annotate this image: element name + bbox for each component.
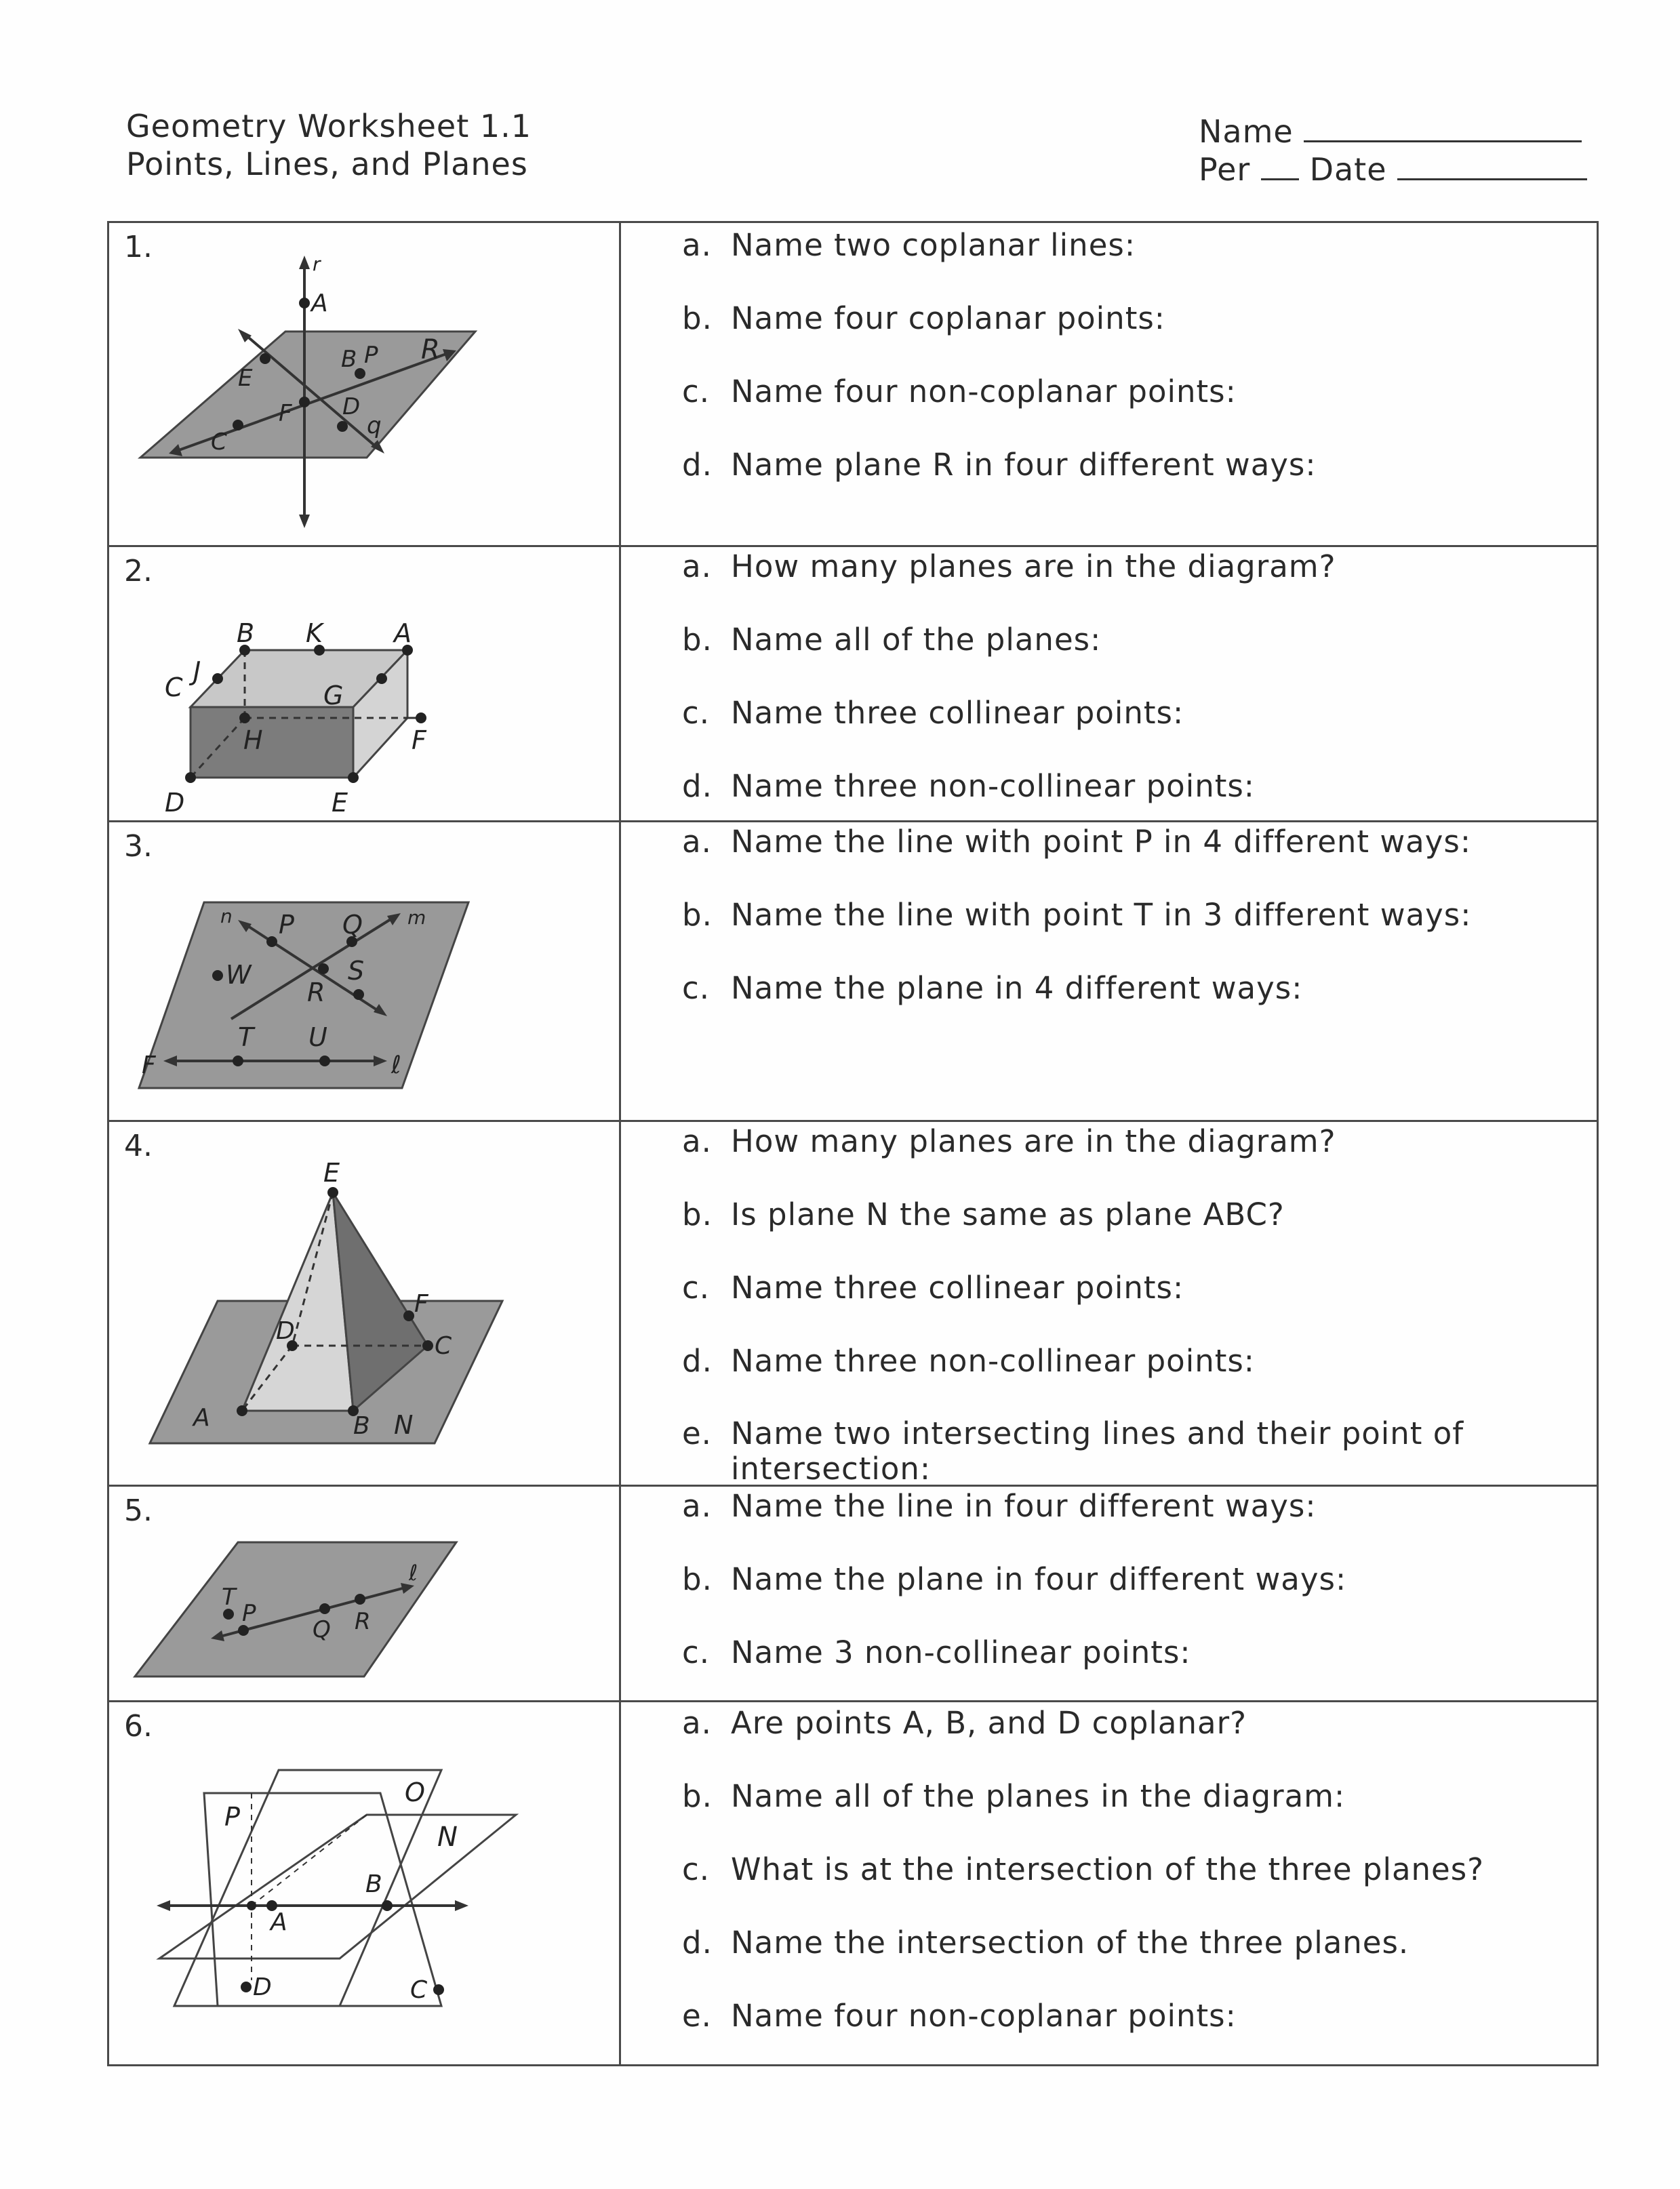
worksheet-table xyxy=(107,221,1599,2066)
figure-cell-4 xyxy=(109,1122,621,1485)
label-r: r xyxy=(313,253,321,275)
label-l: ℓ xyxy=(409,1560,418,1586)
figure-5-plane xyxy=(109,1487,619,1702)
label-U: U xyxy=(308,1022,327,1052)
label-E: E xyxy=(238,365,253,392)
figure-cell-2 xyxy=(109,547,621,820)
name-label: Name xyxy=(1199,113,1294,150)
problem-number: 2. xyxy=(124,554,153,588)
label-T: T xyxy=(222,1584,236,1611)
question-4a: a. How many planes are in the diagram? xyxy=(682,1123,1336,1159)
label-A: A xyxy=(271,1908,287,1936)
figure-2-box xyxy=(109,547,619,822)
worksheet-header xyxy=(126,107,532,183)
label-F: F xyxy=(412,725,426,755)
label-D: D xyxy=(342,393,361,420)
question-2d: d. Name three non-collinear points: xyxy=(682,768,1255,804)
label-D: D xyxy=(276,1317,295,1345)
label-K: K xyxy=(306,618,323,648)
label-B: B xyxy=(365,1870,382,1898)
label-R: R xyxy=(307,978,325,1007)
label-P: P xyxy=(224,1802,240,1832)
label-C: C xyxy=(435,1332,452,1360)
figure-4-pyramid xyxy=(109,1122,619,1487)
figure-cell-6 xyxy=(109,1702,621,2064)
label-C: C xyxy=(211,428,227,456)
question-6a: a. Are points A, B, and D coplanar? xyxy=(682,1705,1247,1741)
label-F: F xyxy=(279,400,292,427)
label-A: A xyxy=(311,289,328,317)
label-J: J xyxy=(193,656,201,686)
label-A: A xyxy=(193,1404,210,1432)
question-1d: d. Name plane R in four different ways: xyxy=(682,447,1317,483)
label-Q: Q xyxy=(313,1616,331,1643)
label-S: S xyxy=(348,956,365,986)
label-P: P xyxy=(279,910,294,940)
label-T: T xyxy=(238,1022,254,1052)
label-B: B xyxy=(353,1412,370,1440)
question-3c: c. Name the plane in 4 different ways: xyxy=(682,970,1303,1006)
label-C: C xyxy=(165,672,183,702)
question-4b: b. Is plane N the same as plane ABC? xyxy=(682,1197,1285,1232)
label-F: F xyxy=(414,1290,428,1318)
question-6c: c. What is at the intersection of the three planes? xyxy=(682,1851,1485,1887)
label-m: m xyxy=(407,906,426,929)
problem-number: 4. xyxy=(124,1129,153,1163)
worksheet-subtitle: Points, Lines, and Planes xyxy=(126,146,528,182)
label-B: B xyxy=(341,346,357,373)
label-G: G xyxy=(323,681,344,710)
question-4c: c. Name three collinear points: xyxy=(682,1270,1184,1306)
question-3a: a. Name the line with point P in 4 different ways: xyxy=(682,824,1471,860)
label-B: B xyxy=(237,618,255,648)
name-blank[interactable] xyxy=(1304,117,1582,142)
label-H: H xyxy=(243,725,263,755)
figure-cell-5 xyxy=(109,1487,621,1700)
question-6e: e. Name four non-coplanar points: xyxy=(682,1998,1237,2034)
date-blank[interactable] xyxy=(1397,155,1587,180)
problem-number: 6. xyxy=(124,1709,153,1744)
problem-row-6 xyxy=(109,1702,1597,2064)
problem-row-4 xyxy=(109,1122,1597,1487)
question-2c: c. Name three collinear points: xyxy=(682,695,1184,731)
question-1a: a. Name two coplanar lines: xyxy=(682,227,1136,263)
problem-row-5 xyxy=(109,1487,1597,1702)
label-N: N xyxy=(394,1410,414,1440)
figure-3-plane xyxy=(109,822,619,1122)
per-label: Per xyxy=(1199,151,1251,188)
label-q: q xyxy=(367,412,382,439)
label-E: E xyxy=(332,788,348,818)
label-n: n xyxy=(220,905,233,927)
problem-row-1 xyxy=(109,223,1597,547)
question-3b: b. Name the line with point T in 3 different ways: xyxy=(682,897,1472,933)
question-6b: b. Name all of the planes in the diagram: xyxy=(682,1778,1346,1814)
label-R: R xyxy=(421,334,440,365)
label-l: ℓ xyxy=(391,1051,401,1079)
figure-1-plane-and-lines xyxy=(109,223,619,547)
question-4d: d. Name three non-collinear points: xyxy=(682,1343,1255,1379)
question-4e: e. Name two intersecting lines and their point of intersection: xyxy=(682,1415,1464,1487)
question-2b: b. Name all of the planes: xyxy=(682,622,1102,658)
label-N: N xyxy=(437,1822,458,1853)
label-F: F xyxy=(142,1051,156,1079)
student-info xyxy=(1199,113,1587,188)
figure-6-three-planes xyxy=(109,1702,619,2064)
label-O: O xyxy=(405,1778,425,1807)
label-C: C xyxy=(410,1976,428,2004)
question-5b: b. Name the plane in four different ways: xyxy=(682,1561,1347,1597)
problem-number: 5. xyxy=(124,1493,153,1528)
question-5a: a. Name the line in four different ways: xyxy=(682,1488,1317,1524)
question-1b: b. Name four coplanar points: xyxy=(682,300,1165,336)
problem-row-3 xyxy=(109,822,1597,1122)
period-blank[interactable] xyxy=(1261,155,1299,180)
question-2a: a. How many planes are in the diagram? xyxy=(682,548,1336,584)
label-D: D xyxy=(253,1973,272,2001)
label-E: E xyxy=(323,1158,340,1188)
label-Q: Q xyxy=(342,910,363,940)
label-P: P xyxy=(364,342,378,369)
figure-cell-1 xyxy=(109,223,621,545)
question-1c: c. Name four non-coplanar points: xyxy=(682,374,1237,409)
label-D: D xyxy=(165,788,185,818)
question-5c: c. Name 3 non-collinear points: xyxy=(682,1634,1191,1670)
problem-number: 3. xyxy=(124,829,153,864)
problem-number: 1. xyxy=(124,230,153,264)
label-P: P xyxy=(242,1600,256,1627)
date-label: Date xyxy=(1309,151,1387,188)
label-A: A xyxy=(394,618,412,648)
label-W: W xyxy=(226,960,252,990)
question-6d: d. Name the intersection of the three planes. xyxy=(682,1925,1409,1961)
problem-row-2 xyxy=(109,547,1597,822)
label-R: R xyxy=(355,1608,371,1635)
figure-cell-3 xyxy=(109,822,621,1120)
worksheet-title: Geometry Worksheet 1.1 xyxy=(126,108,532,144)
